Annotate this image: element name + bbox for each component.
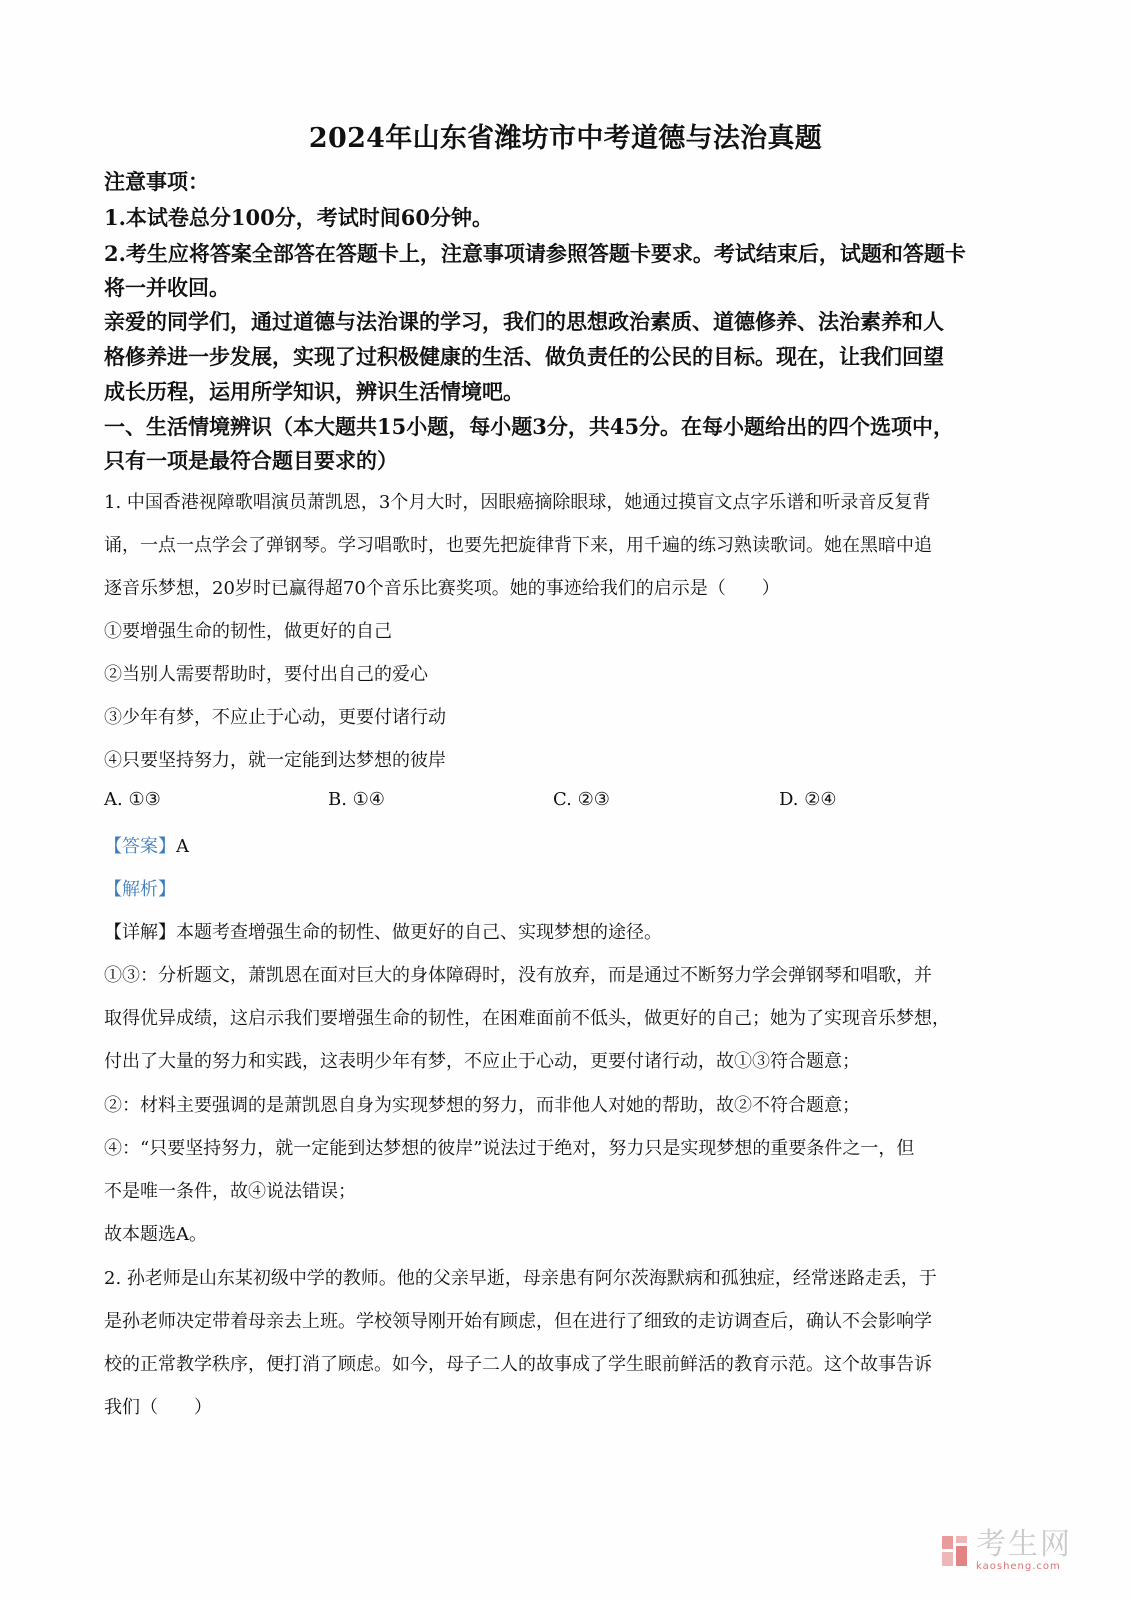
q2-stem-line-4: 我们（ ） <box>104 1397 212 1418</box>
kaosheng-logo-icon <box>940 1534 970 1568</box>
q1-choice-c: C. ②③ <box>553 789 610 810</box>
notice-item-2-line-1: 2.考生应将答案全部答在答题卡上，注意事项请参照答题卡要求。考试结束后，试题和答题卡 <box>104 241 966 266</box>
q1-statement-2: ②当别人需要帮助时，要付出自己的爱心 <box>104 664 428 685</box>
q1-conclusion: 故本题选A。 <box>104 1224 207 1245</box>
answer-value: A <box>176 836 189 857</box>
q1-explanation-4-line-1: ④：“只要坚持努力，就一定能到达梦想的彼岸”说法过于绝对，努力只是实现梦想的重要条件之一，但 <box>104 1138 915 1159</box>
q1-explanation-13-line-1: ①③：分析题文，萧凯恩在面对巨大的身体障碍时，没有放弃，而是通过不断努力学会弹钢琴和唱歌，并 <box>104 965 932 986</box>
watermark-name: 考生网 <box>976 1527 1072 1562</box>
notice-heading: 注意事项： <box>104 169 209 194</box>
q2-stem-line-2: 是孙老师决定带着母亲去上班。学校领导刚开始有顾虑，但在进行了细致的走访调查后，确认不会影响学 <box>104 1311 932 1332</box>
kaosheng-watermark <box>940 1527 1072 1572</box>
analysis-label: 【解析】 <box>104 879 176 900</box>
q1-statement-1: ①要增强生命的韧性，做更好的自己 <box>104 621 392 642</box>
q1-explanation-4-line-2: 不是唯一条件，故④说法错误； <box>104 1181 356 1202</box>
answer-label: 【答案】 <box>104 836 176 857</box>
q1-stem-line-2: 诵，一点一点学会了弹钢琴。学习唱歌时，也要先把旋律背下来，用千遍的练习熟读歌词。她在黑暗中追 <box>104 535 932 556</box>
intro-line-2: 格修养进一步发展，实现了过积极健康的生活、做负责任的公民的目标。现在，让我们回望 <box>104 344 944 369</box>
q1-choice-a: A. ①③ <box>104 789 161 810</box>
q1-detail <box>104 918 662 944</box>
intro-line-3: 成长历程，运用所学知识，辨识生活情境吧。 <box>104 379 524 404</box>
q2-stem-line-3: 校的正常教学秩序，便打消了顾虑。如今，母子二人的故事成了学生眼前鲜活的教育示范。这个故事告诉 <box>104 1354 932 1375</box>
detail-text: 本题考查增强生命的韧性、做更好的自己、实现梦想的途径。 <box>176 922 662 943</box>
section-heading-line-1: 一、生活情境辨识（本大题共15小题，每小题3分，共45分。在每小题给出的四个选项中， <box>104 414 955 439</box>
intro-line-1: 亲爱的同学们，通过道德与法治课的学习，我们的思想政治素质、道德修养、法治素养和人 <box>104 309 944 334</box>
notice-item-1: 1.本试卷总分100分，考试时间60分钟。 <box>104 205 493 230</box>
q1-statement-4: ④只要坚持努力，就一定能到达梦想的彼岸 <box>104 750 446 771</box>
q2-stem-line-1: 2. 孙老师是山东某初级中学的教师。他的父亲早逝，母亲患有阿尔茨海默病和孤独症，经常迷路走丢，于 <box>104 1268 937 1289</box>
notice-item-2-line-2: 将一并收回。 <box>104 275 230 300</box>
watermark-domain: kaosheng.com <box>976 1561 1061 1572</box>
q1-stem-line-3: 逐音乐梦想，20岁时已赢得超70个音乐比赛奖项。她的事迹给我们的启示是（ ） <box>104 578 780 599</box>
q1-explanation-13-line-3: 付出了大量的努力和实践，这表明少年有梦，不应止于心动，更要付诸行动，故①③符合题意； <box>104 1051 860 1072</box>
section-heading-line-2: 只有一项是最符合题目要求的） <box>104 448 398 473</box>
q1-choice-d: D. ②④ <box>779 789 837 810</box>
q1-answer <box>104 832 189 858</box>
detail-label: 【详解】 <box>104 922 176 943</box>
page-title: 2024年山东省潍坊市中考道德与法治真题 <box>308 123 823 154</box>
q1-statement-3: ③少年有梦，不应止于心动，更要付诸行动 <box>104 707 446 728</box>
q1-stem-line-1: 1. 中国香港视障歌唱演员萧凯恩，3个月大时，因眼癌摘除眼球，她通过摸盲文点字乐谱和听录音反复背 <box>104 492 931 513</box>
q1-choice-b: B. ①④ <box>328 789 385 810</box>
q1-explanation-2: ②：材料主要强调的是萧凯恩自身为实现梦想的努力，而非他人对她的帮助，故②不符合题意； <box>104 1095 860 1116</box>
q1-explanation-13-line-2: 取得优异成绩，这启示我们要增强生命的韧性，在困难面前不低头，做更好的自己；她为了实现音乐梦想， <box>104 1008 950 1029</box>
